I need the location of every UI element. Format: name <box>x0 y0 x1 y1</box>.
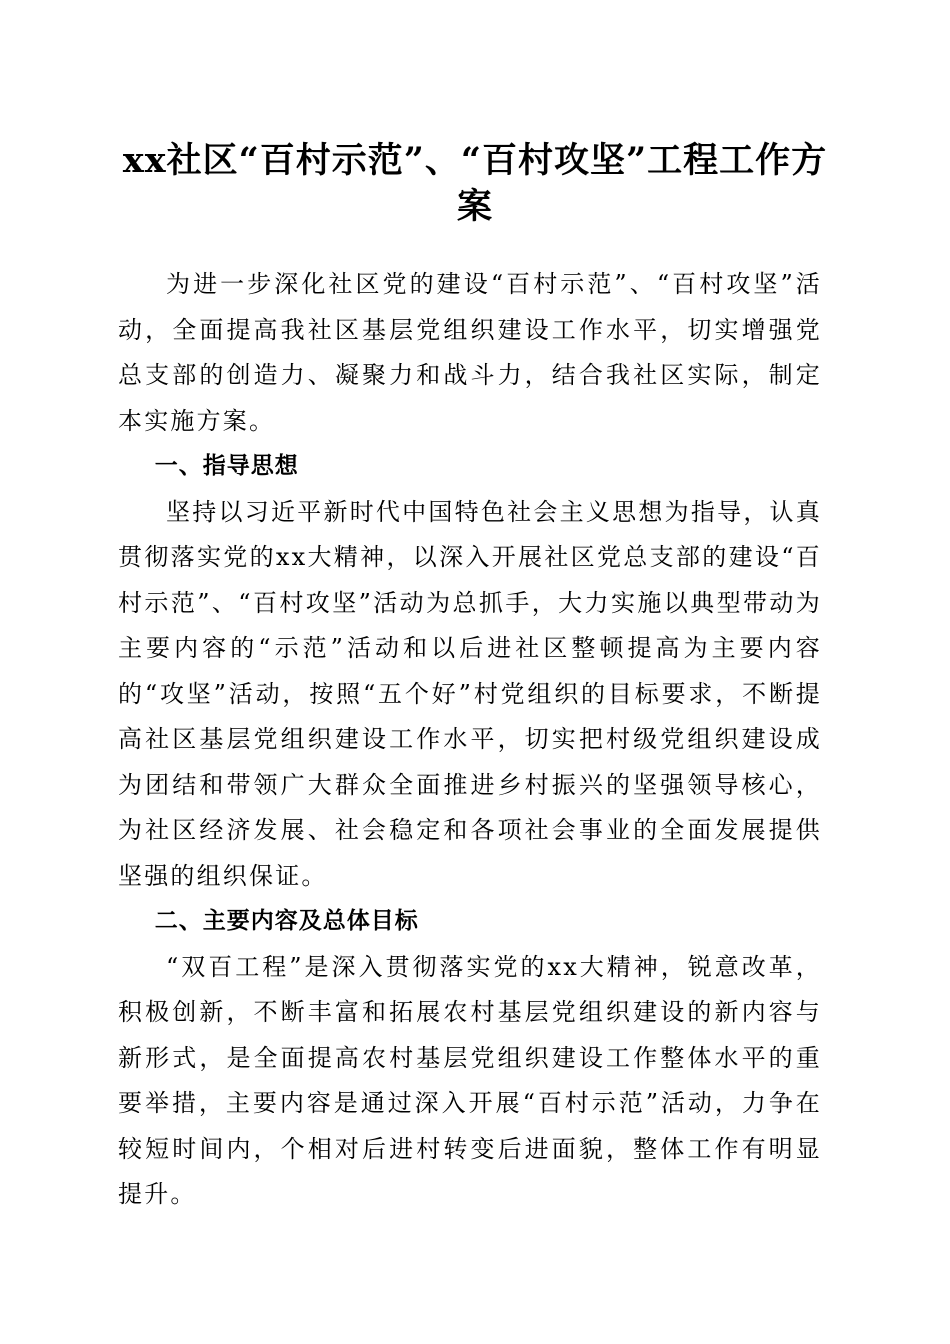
section-paragraph-guiding-ideology: 坚持以习近平新时代中国特色社会主义思想为指导，认真贯彻落实党的xx大精神，以深入开展社区党总支部的建设“百村示范”、“百村攻坚”活动为总抓手，大力实施以典型带动为主要内容的“示范”活动和以后进社区整顿提高为主要内容的“攻坚”活动，按照“五个好”村党组织的目标要求，不断提高社区基层党组织建设工作水平，切实把村级党组织建设成为团结和带领广大群众全面推进乡村振兴的坚强领导核心，为社区经济发展、社会稳定和各项社会事业的全面发展提供坚强的组织保证。 <box>118 497 822 890</box>
section-heading-guiding-ideology: 一、指导思想 <box>154 453 299 479</box>
section-paragraph-main-content-goals: “双百工程”是深入贯彻落实党的xx大精神，锐意改革，积极创新，不断丰富和拓展农村基层党组织建设的新内容与新形式，是全面提高农村基层党组织建设工作整体水平的重要举措，主要内容是通过深入开展“百村示范”活动，力争在较短时间内，个相对后进村转变后进面貌，整体工作有明显提升。 <box>118 952 822 1208</box>
intro-paragraph: 为进一步深化社区党的建设“百村示范”、“百村攻坚”活动，全面提高我社区基层党组织建设工作水平，切实增强党总支部的创造力、凝聚力和战斗力，结合我社区实际，制定本实施方案。 <box>118 270 822 435</box>
document-title: xx社区“百村示范”、“百村攻坚”工程工作方案 <box>122 140 828 227</box>
section-heading-main-content-goals: 二、主要内容及总体目标 <box>154 908 419 934</box>
document-body <box>118 262 822 1218</box>
